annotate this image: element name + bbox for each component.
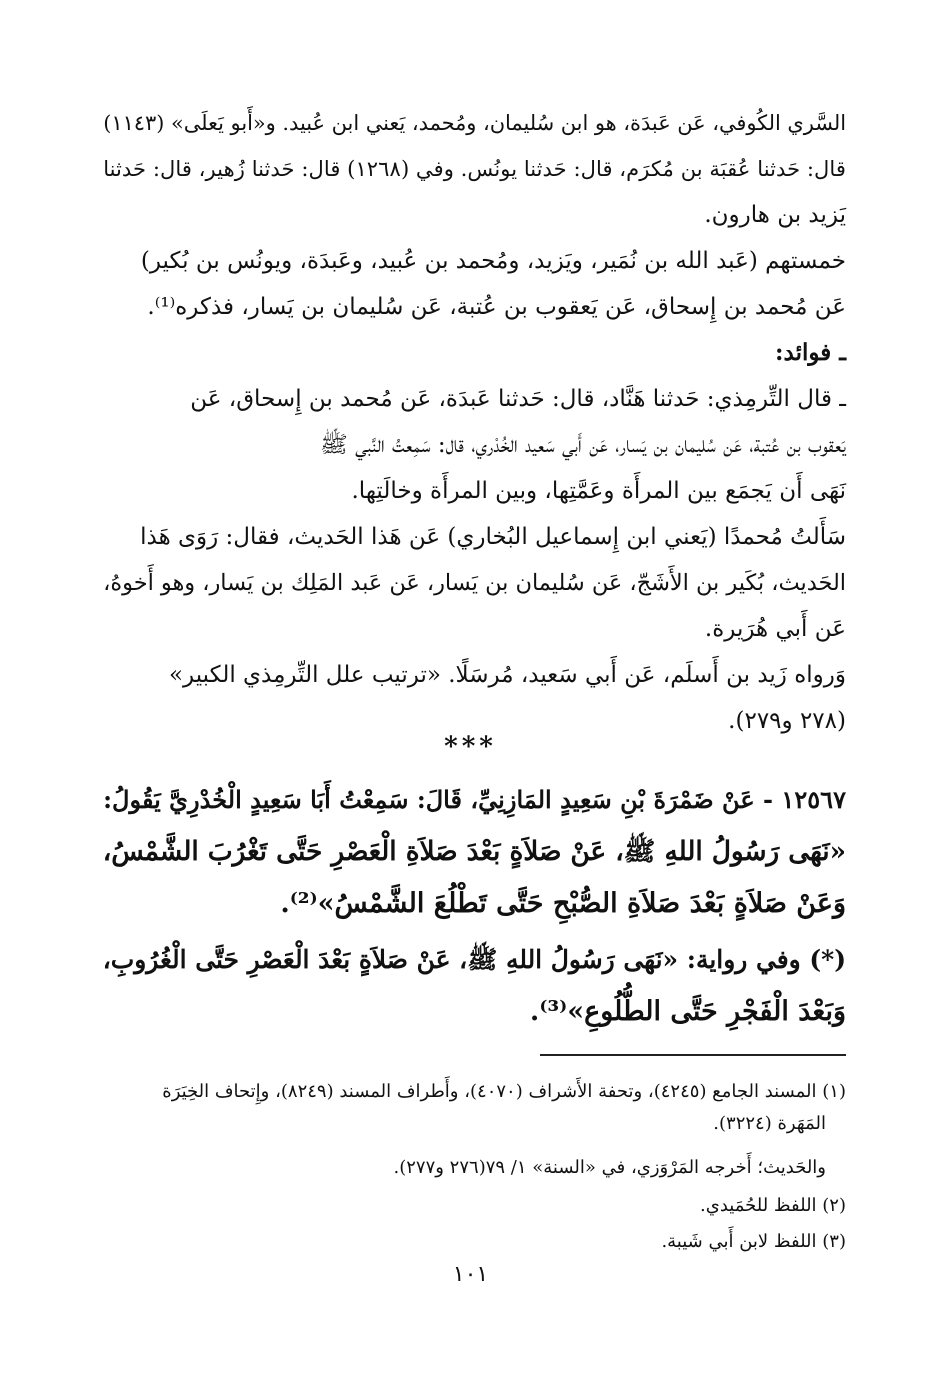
text-line: ١٢٥٦٧ - عَنْ ضَمْرَةَ بْنِ سَعِيدٍ المَازِنِيِّ، قَالَ: سَمِعْتُ أَبَا سَعِيدٍ الْخُدْرِيَّ يَقُولُ: (103, 785, 846, 814)
paragraph-tirmidhi (95, 376, 846, 514)
text-line: المَهَرة (٣٢٢٤). (713, 1113, 826, 1134)
hadith-variant (95, 934, 846, 1038)
text-line: (٢) اللفظ للحُمَيدي. (700, 1195, 846, 1216)
paragraph-bukhari (95, 514, 846, 652)
section-separator: *** (444, 732, 497, 762)
footnote-1 (95, 1076, 846, 1140)
footnote-3 (95, 1226, 846, 1258)
paragraph-mursal (95, 652, 846, 744)
footnote-1-continued (95, 1152, 826, 1184)
text-line: يَعقوب بن عُتبة، عَن سُليمان بن يَسار، عَن أَبي سَعيد الخُدْري، قال: سَمِعتُ النَّبي ﷺ (320, 432, 846, 458)
text-line: «نَهَى رَسُولُ اللهِ ﷺ، عَنْ صَلاَةٍ بَعْدَ صَلاَةِ الْعَصْرِ حَتَّى تَغْرُبَ الشَّمْسُ، (102, 836, 846, 867)
text-line: سَأَلتُ مُحمدًا (يَعني ابن إِسماعيل البُخاري) عَن هَذا الحَديث، فقال: رَوَى هَذا (140, 524, 846, 550)
text-line: (٣) اللفظ لابن أَبي شَيبة. (661, 1231, 846, 1252)
text-line: ـ قال التِّرمِذي: حَدثنا هَنَّاد، قال: حَدثنا عَبدَة، عَن مُحمد بن إِسحاق، عَن (190, 386, 846, 412)
footnote-divider (540, 1054, 846, 1056)
text-line: يَزيد بن هارون. (704, 202, 846, 228)
paragraph-narrators (95, 100, 846, 238)
text-line: عَن أَبي هُرَيرة. (704, 616, 846, 642)
text-line: (١) المسند الجامع (٤٢٤٥)، وتحفة الأَشراف (٤٠٧٠)، وأَطراف المسند (٨٢٤٩)، وإِتحاف الخِيَرَة (162, 1081, 846, 1102)
paragraph-chain-summary (95, 238, 846, 330)
text-line: عَن مُحمد بن إِسحاق، عَن يَعقوب بن عُتبة، عَن سُليمان بن يَسار، فذكره⁽¹⁾. (147, 294, 846, 320)
text-line: والحَديث؛ أَخرجه المَرْوَزي، في «السنة» ١/ ٧٩(٢٧٦ و٢٧٧). (393, 1157, 826, 1178)
heading-text: ـ فوائد: (775, 339, 846, 366)
text-line: (*) وفي رواية: «نَهَى رَسُولُ اللهِ ﷺ، عَنْ صَلاَةٍ بَعْدَ الْعَصْرِ حَتَّى الْغُرُوبِ، (102, 945, 846, 974)
hadith-main (95, 774, 846, 930)
text-line: (٢٧٨ و٢٧٩). (728, 708, 846, 734)
text-line: السَّري الكُوفي، عَن عَبدَة، هو ابن سُليمان، ومُحمد، يَعني ابن عُبيد. و«أَبو يَعلَى» (١١٤٣) (103, 111, 846, 135)
text-line: الحَديث، بُكَير بن الأَشَجّ، عَن سُليمان بن يَسار، عَن عَبد المَلِك بن يَسار، وهو أَخوهُ، (103, 570, 846, 596)
text-line: وَعَنْ صَلاَةٍ بَعْدَ صَلاَةِ الصُّبْحِ حَتَّى تَطْلُعَ الشَّمْسُ»⁽²⁾. (280, 888, 846, 919)
text-line: نَهَى أَن يَجمَع بين المرأَة وعَمَّتِها، وبين المرأَة وخالَتِها. (351, 478, 846, 504)
text-line: خمستهم (عَبد الله بن نُمَير، ويَزيد، ومُحمد بن عُبيد، وعَبدَة، ويونُس بن بُكير) (140, 248, 846, 274)
text-line: وَبَعْدَ الْفَجْرِ حَتَّى الطُّلُوعِ»⁽³⁾. (529, 996, 846, 1027)
footnote-2 (95, 1190, 846, 1222)
text-line: وَرواه زَيد بن أَسلَم، عَن أَبي سَعيد، مُرسَلًا. «ترتيب علل التِّرمِذي الكبير» (168, 662, 846, 688)
text-line: قال: حَدثنا عُقبَة بن مُكرَم، قال: حَدثنا يونُس. وفي (١٢٦٨) قال: حَدثنا زُهير، قال: حَدثنا (103, 156, 846, 181)
page-number: ١٠١ (452, 1262, 489, 1287)
benefits-heading (95, 330, 846, 376)
